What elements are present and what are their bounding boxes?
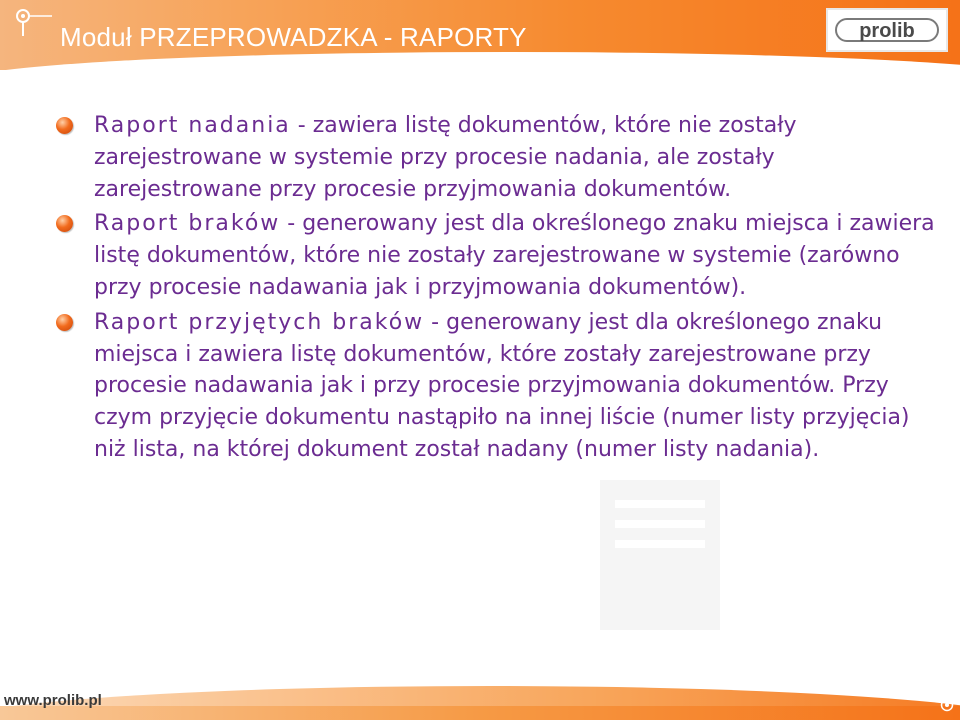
target-icon bbox=[940, 698, 954, 712]
bullet-text: - generowany jest dla określonego znaku miejsca i zawiera listę dokumentów, które nie zostały zarejestrowane w systemie (zarówno przy procesie nadawania jak i przyjmowania dokumentów). bbox=[94, 211, 935, 300]
page-title: Moduł PRZEPROWADZKA - RAPORTY bbox=[60, 22, 527, 52]
bullet-term: Raport nadania bbox=[94, 113, 291, 138]
bullet-raport-brakow bbox=[56, 208, 936, 303]
footer-bar bbox=[0, 706, 960, 720]
bullet-dot-icon bbox=[56, 314, 73, 331]
bullet-term: Raport braków bbox=[94, 211, 281, 237]
footer-url: www.prolib.pl bbox=[4, 692, 102, 709]
bullet-raport-przyjetych-brakow bbox=[56, 307, 936, 466]
bullet-dot-icon bbox=[56, 215, 73, 232]
header-bar bbox=[0, 0, 960, 70]
logo-text: prolib bbox=[859, 20, 915, 42]
content-area bbox=[56, 110, 936, 469]
bullet-term: Raport przyjętych braków bbox=[94, 309, 425, 335]
header-swoosh bbox=[0, 52, 960, 70]
bullet-raport-nadania bbox=[56, 110, 936, 205]
bullet-dot-icon bbox=[56, 117, 73, 134]
prolib-logo bbox=[826, 8, 948, 52]
bullet-text: - generowany jest dla określonego znaku miejsca i zawiera listę dokumentów, które zostały zarejestrowane przy procesie nadawania jak i przy procesie przyjmowania dokumentów. Przy czym przyjęcie dokumentu nastąpiło na innej liście (numer listy przyjęcia) niż lista, na której dokument został nadany (numer listy nadania). bbox=[94, 309, 910, 462]
pin-icon bbox=[14, 8, 54, 38]
document-watermark-icon bbox=[580, 470, 740, 640]
bullet-text: - zawiera listę dokumentów, które nie zostały zarejestrowane w systemie przy procesie nadania, ale zostały zarejestrowane przy procesie przyjmowania dokumentów. bbox=[94, 113, 797, 202]
